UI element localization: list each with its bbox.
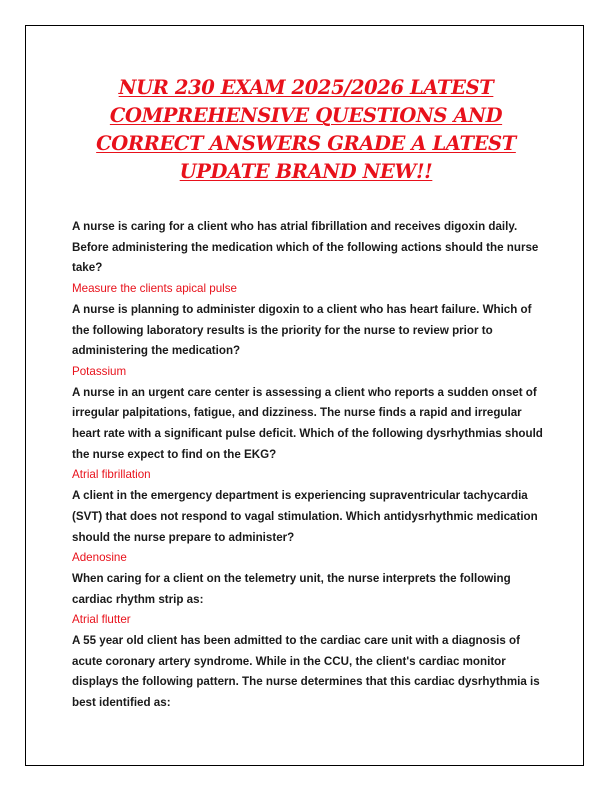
document-title: NUR 230 EXAM 2025/2026 LATEST COMPREHENSIVE QUESTIONS AND CORRECT ANSWERS GRADE A LATEST UPDATE BRAND NEW!! [96, 76, 516, 183]
answer-3: Atrial fibrillation [72, 468, 151, 482]
question-5: When caring for a client on the telemetry unit, the nurse interprets the following cardiac rhythm strip as: [72, 571, 511, 606]
question-4: A client in the emergency department is experiencing supraventricular tachycardia (SVT) that does not respond to vagal stimulation. Which antidysrhythmic medication should the nurse prepare to administer? [72, 489, 538, 544]
question-3: A nurse in an urgent care center is assessing a client who reports a sudden onset of irregular palpitations, fatigue, and dizziness. The nurse finds a rapid and irregular heart rate with a significant pulse deficit. Which of the following dysrhythmias should the nurse expect to find on the EKG? [72, 385, 543, 461]
answer-2: Potassium [72, 364, 127, 378]
question-1: A nurse is caring for a client who has atrial fibrillation and receives digoxin daily. Before administering the medication which of the following actions should the nurse take? [72, 220, 539, 275]
answer-4: Adenosine [72, 551, 127, 565]
answer-5: Atrial flutter [72, 613, 131, 627]
answer-1: Measure the clients apical pulse [72, 282, 237, 296]
qa-list [72, 217, 544, 714]
question-6: A 55 year old client has been admitted to the cardiac care unit with a diagnosis of acute coronary artery syndrome. While in the CCU, the client's cardiac monitor displays the following pattern. The nurse determines that this cardiac dysrhythmia is best identified as: [72, 634, 540, 710]
question-2: A nurse is planning to administer digoxin to a client who has heart failure. Which of the following laboratory results is the priority for the nurse to review prior to administering the medication? [72, 302, 532, 358]
